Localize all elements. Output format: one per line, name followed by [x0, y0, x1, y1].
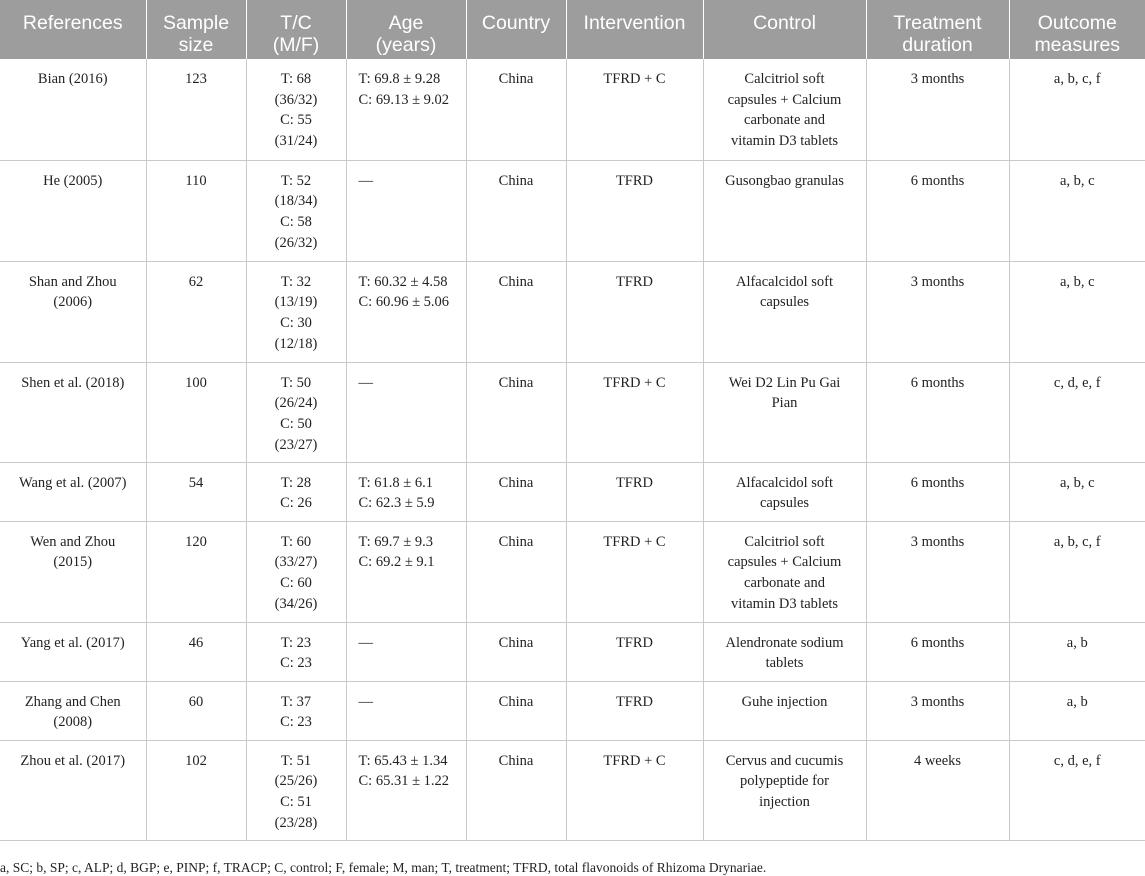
header-outcome-measures: Outcome measures	[1009, 0, 1145, 59]
tc-cell: T: 60 (33/27) C: 60 (34/26)	[246, 521, 346, 622]
sample-size-cell: 54	[146, 462, 246, 521]
tc-cell: T: 52 (18/34) C: 58 (26/32)	[246, 160, 346, 261]
tc-cell: T: 37 C: 23	[246, 681, 346, 740]
control-cell: Calcitriol soft capsules + Calcium carbonate and vitamin D3 tablets	[703, 521, 866, 622]
tc-cell: T: 32 (13/19) C: 30 (12/18)	[246, 261, 346, 362]
duration-cell: 3 months	[866, 521, 1009, 622]
outcomes-cell: a, b, c	[1009, 160, 1145, 261]
table-row	[0, 261, 1145, 362]
country-cell: China	[466, 462, 566, 521]
sample-size-cell: 100	[146, 362, 246, 462]
table-row	[0, 622, 1145, 681]
outcomes-cell: a, b, c	[1009, 462, 1145, 521]
country-cell: China	[466, 681, 566, 740]
control-cell: Alfacalcidol soft capsules	[703, 462, 866, 521]
country-cell: China	[466, 521, 566, 622]
table-row	[0, 362, 1145, 462]
table-row	[0, 521, 1145, 622]
tc-cell: T: 51 (25/26) C: 51 (23/28)	[246, 740, 346, 840]
outcomes-cell: a, b, c, f	[1009, 59, 1145, 160]
age-cell: T: 65.43 ± 1.34 C: 65.31 ± 1.22	[346, 740, 466, 840]
reference-cell: Bian (2016)	[0, 59, 146, 160]
header-sample-size: Sample size	[146, 0, 246, 59]
table-row	[0, 462, 1145, 521]
duration-cell: 3 months	[866, 59, 1009, 160]
reference-cell: He (2005)	[0, 160, 146, 261]
control-cell: Gusongbao granulas	[703, 160, 866, 261]
age-cell: —	[346, 622, 466, 681]
intervention-cell: TFRD	[566, 462, 703, 521]
intervention-cell: TFRD	[566, 622, 703, 681]
reference-cell: Zhou et al. (2017)	[0, 740, 146, 840]
duration-cell: 6 months	[866, 160, 1009, 261]
header-row	[0, 0, 1145, 59]
age-cell: T: 69.8 ± 9.28 C: 69.13 ± 9.02	[346, 59, 466, 160]
sample-size-cell: 123	[146, 59, 246, 160]
reference-cell: Wang et al. (2007)	[0, 462, 146, 521]
age-cell: —	[346, 681, 466, 740]
outcomes-cell: a, b	[1009, 681, 1145, 740]
outcomes-cell: c, d, e, f	[1009, 740, 1145, 840]
intervention-cell: TFRD + C	[566, 740, 703, 840]
tc-cell: T: 28 C: 26	[246, 462, 346, 521]
duration-cell: 6 months	[866, 362, 1009, 462]
country-cell: China	[466, 59, 566, 160]
reference-cell: Shen et al. (2018)	[0, 362, 146, 462]
table-body	[0, 59, 1145, 840]
outcomes-cell: a, b, c	[1009, 261, 1145, 362]
outcomes-cell: a, b	[1009, 622, 1145, 681]
control-cell: Alfacalcidol soft capsules	[703, 261, 866, 362]
intervention-cell: TFRD	[566, 160, 703, 261]
sample-size-cell: 110	[146, 160, 246, 261]
sample-size-cell: 102	[146, 740, 246, 840]
tc-cell: T: 23 C: 23	[246, 622, 346, 681]
header-country: Country	[466, 0, 566, 59]
intervention-cell: TFRD + C	[566, 362, 703, 462]
outcomes-cell: c, d, e, f	[1009, 362, 1145, 462]
intervention-cell: TFRD	[566, 261, 703, 362]
header-references: References	[0, 0, 146, 59]
reference-cell: Zhang and Chen (2008)	[0, 681, 146, 740]
intervention-cell: TFRD + C	[566, 59, 703, 160]
header-tc-mf: T/C (M/F)	[246, 0, 346, 59]
header-treatment-duration: Treatment duration	[866, 0, 1009, 59]
age-cell: T: 61.8 ± 6.1 C: 62.3 ± 5.9	[346, 462, 466, 521]
reference-cell: Yang et al. (2017)	[0, 622, 146, 681]
age-cell: —	[346, 160, 466, 261]
country-cell: China	[466, 160, 566, 261]
sample-size-cell: 120	[146, 521, 246, 622]
tc-cell: T: 68 (36/32) C: 55 (31/24)	[246, 59, 346, 160]
control-cell: Guhe injection	[703, 681, 866, 740]
sample-size-cell: 46	[146, 622, 246, 681]
header-intervention: Intervention	[566, 0, 703, 59]
age-cell: —	[346, 362, 466, 462]
duration-cell: 6 months	[866, 462, 1009, 521]
header-age: Age (years)	[346, 0, 466, 59]
age-cell: T: 69.7 ± 9.3 C: 69.2 ± 9.1	[346, 521, 466, 622]
country-cell: China	[466, 740, 566, 840]
table-row	[0, 740, 1145, 840]
table-row	[0, 160, 1145, 261]
country-cell: China	[466, 622, 566, 681]
control-cell: Calcitriol soft capsules + Calcium carbonate and vitamin D3 tablets	[703, 59, 866, 160]
country-cell: China	[466, 362, 566, 462]
duration-cell: 6 months	[866, 622, 1009, 681]
control-cell: Alendronate sodium tablets	[703, 622, 866, 681]
table-footnote: a, SC; b, SP; c, ALP; d, BGP; e, PINP; f, TRACP; C, control; F, female; M, man; T, treatment; TFRD, total flavonoids of Rhizoma Drynariae.	[0, 860, 767, 875]
duration-cell: 3 months	[866, 681, 1009, 740]
reference-cell: Wen and Zhou (2015)	[0, 521, 146, 622]
duration-cell: 4 weeks	[866, 740, 1009, 840]
reference-cell: Shan and Zhou (2006)	[0, 261, 146, 362]
duration-cell: 3 months	[866, 261, 1009, 362]
control-cell: Wei D2 Lin Pu Gai Pian	[703, 362, 866, 462]
header-control: Control	[703, 0, 866, 59]
country-cell: China	[466, 261, 566, 362]
outcomes-cell: a, b, c, f	[1009, 521, 1145, 622]
intervention-cell: TFRD	[566, 681, 703, 740]
age-cell: T: 60.32 ± 4.58 C: 60.96 ± 5.06	[346, 261, 466, 362]
tc-cell: T: 50 (26/24) C: 50 (23/27)	[246, 362, 346, 462]
table-row	[0, 681, 1145, 740]
intervention-cell: TFRD + C	[566, 521, 703, 622]
control-cell: Cervus and cucumis polypeptide for injection	[703, 740, 866, 840]
table-row	[0, 59, 1145, 160]
sample-size-cell: 62	[146, 261, 246, 362]
sample-size-cell: 60	[146, 681, 246, 740]
